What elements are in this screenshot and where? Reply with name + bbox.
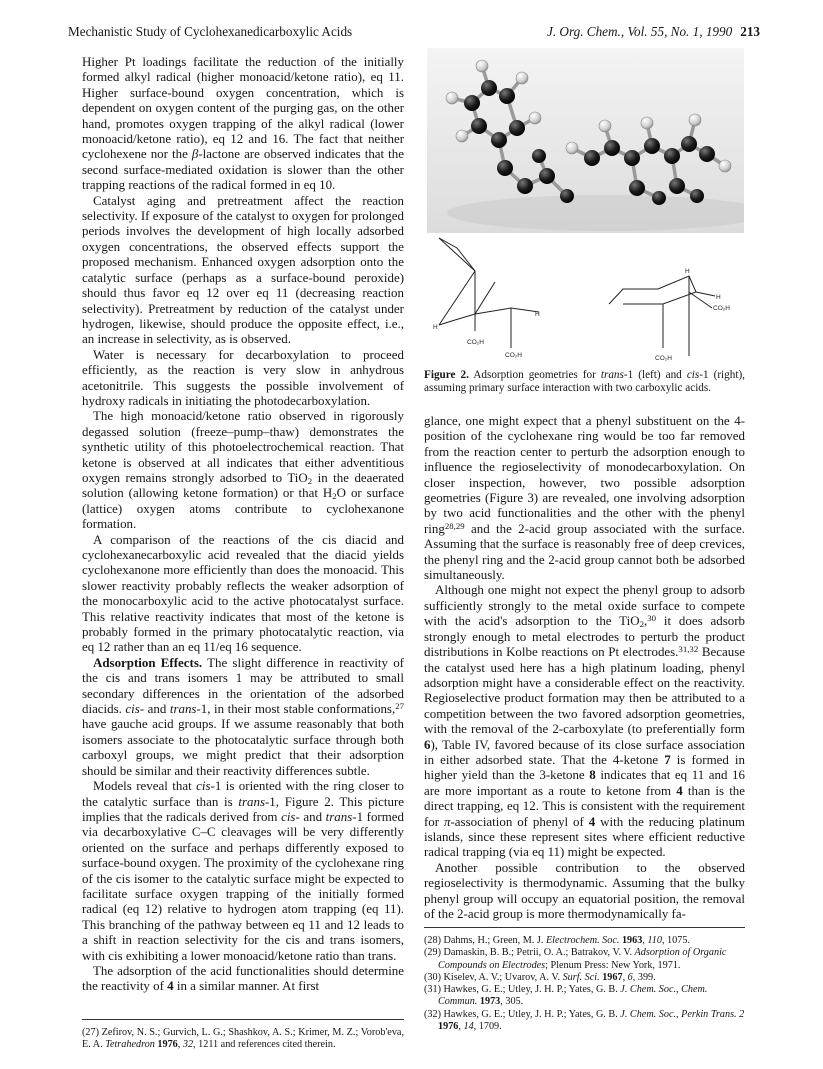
footnote-32: (32) Hawkes, G. E.; Utley, J. H. P.; Yates, G. B. J. Chem. Soc., Perkin Trans. 2 1976, 14, 1709. [424,1008,745,1033]
adsorption-structures [427,236,744,366]
label-h: H [716,294,721,301]
footnotes [424,935,745,1033]
label-h: H [433,324,438,331]
section-heading: Adsorption Effects. [93,654,203,670]
label-co2h: CO₂H [467,339,484,346]
journal-citation [547,24,760,40]
footnote-rule [82,1019,404,1020]
label-h: H [685,268,690,275]
paragraph: Although one might not expect the phenyl group to adsorb sufficiently strongly to the metal oxide surface to compete with the acid's adsorption to the TiO$_2$,$^{30}$ it does adsorb strongly enough to metal electrodes to perturb the product distributions in Kolbe reactions on Pt electrodes.$^{31,32}$ Because the catalyst used here has a high platinum loading, phenyl adsorption might have a considerable effect on the reactivity. Regioselective product formation may then be attributed to a competition between the two favored adsorption geometries, with the removal of the 2-carboxylate (to preferentially form 6), Table IV, favored because of its close surface association in either adsorbed state. That the 4-ketone 7 is formed in higher yield than the 3-ketone 8 indicates that eq 11 and 16 are more important as a route to ketone from 4 than is the direct trapping, eq 12. This is consistent with the requirement for π-association of phenyl of 4 with the reducing platinum islands, since these represent sites where efficient reductive radical trapping (via eq 11) might be expected. [424,582,746,860]
running-title: Mechanistic Study of Cyclohexanedicarboxylic Acids [68,24,353,39]
journal-name: J. Org. Chem., Vol. 55, No. 1, 1990 [546,24,733,39]
paragraph: Catalyst aging and pretreatment affect the reaction selectivity. If exposure of the catalyst to oxygen for prolonged periods involves the development of high locally adsorbed oxygen concentrations, the observed effects support the proposed mechanism. Enhanced oxygen adsorption onto the catalytic surface (perhaps as a surface-bound peroxide) should thus favor eq 12 over eq 11 (decreasing reaction selectivity). Pretreatment by reduction of the catalyst under hydrogen, likewise, should produce the opposite effect, i.e., an increase in selectivity, as is observed. [82,192,404,347]
footnote-27: (27) Zefirov, N. S.; Gurvich, L. G.; Shashkov, A. S.; Krimer, M. Z.; Vorob'eva, E. A. Tetrahedron 1976, 32, 1211 and references cited therein. [82,1027,404,1051]
page-number: 213 [740,24,760,39]
right-column [424,413,745,921]
footnote-28: (28) Dahms, H.; Green, M. J. Electrochem. Soc. 1963, 110, 1075. [424,935,690,946]
paragraph: Adsorption Effects. The slight difference in reactivity of the cis and trans isomers 1 may be attributed to small secondary differences in the orientation of the adsorbed diacids. cis- and trans-1, in their most stable conformations,$^{27}$ have gauche acid groups. If we assume reasonably that both isomers associate to the photocatalytic surface through both carboxyl groups, we might predict that their adsorption should be similar and their reactivity differences subtle. [82,654,404,778]
footnote-rule [424,927,745,928]
molecular-model-image [427,48,744,233]
paragraph: Water is necessary for decarboxylation to proceed efficiently, as the reaction is very slow in anhydrous acetonitrile. This suggests the possible involvement of hydroxy radicals in initiating the photodecarboxylation. [82,346,404,408]
footnote-29: (29) Damaskin, B. B.; Petrii, O. A.; Batrakov, V. V. Adsorption of Organic Compounds on Electrodes; Plenum Press: New York, 1971. [424,947,727,971]
label-co2h: CO₂H [713,305,730,312]
paragraph: Models reveal that cis-1 is oriented with the ring closer to the catalytic surface than is trans-1, Figure 2. This picture implies that the radicals derived from cis- and trans-1 formed via decarboxylative C–C cleavages will be very differently oriented on the surface and perhaps differently exposed to surface-bound oxygen. The proximity of the cyclohexane ring of the cis isomer to the catalytic surface might be expected to facilitate surface oxygen trapping of the initially formed radical (eq 12) relative to hydrogen atom trapping (eq 11). This branching of the pathway between eq 11 and 12 leads to a shift in reaction selectivity for the cis and trans isomers, with cis exhibiting a lower monoacid/ketone ratio than trans. [82,778,405,963]
label-co2h: CO₂H [505,352,522,359]
running-header [68,24,760,42]
footnote-30: (30) Kiselev, A. V.; Uvarov, A. V. Surf. Sci. 1967, 6, 399. [424,971,656,983]
molecular-model-photo [427,48,744,233]
figure-label: Figure 2. [424,369,469,381]
paragraph: Another possible contribution to the observed regioselectivity is thermodynamic. Assuming that the bulky phenyl group will occupy an equatorial position, the removal of the 2-acid group is more thermodynamically fa- [424,859,745,921]
structure-diagram [427,236,744,366]
left-column [82,54,404,994]
paragraph: The high monoacid/ketone ratio observed in rigorously degassed solution (freeze–pump–thaw) demonstrates the synthetic utility of this photoelectrochemical reaction. That ketone is observed at all indicates that either adventitious oxygen remains strongly adsorbed to TiO$_2$ in the deaerated solution (allowing ketone formation) or that $H_2O$ or surface (lattice) oxygen atoms contribute to cyclohexanone formation. [82,408,405,532]
label-co2h: CO₂H [655,355,672,362]
label-h: H [535,311,540,318]
paragraph: Higher Pt loadings facilitate the reduction of the initially formed alkyl radical (higher monoacid/ketone ratio), eq 11. Higher surface-bound oxygen concentration, which is dependent on oxygen content of the purging gas, on the other hand, promotes oxygen trapping of the alkyl radical (lower monoacid/ketone ratio), eq 12 and 16. The fact that neither cyclohexene nor the β-lactone are observed indicates that the second surface-mediated oxidation is slower than the other trapping reactions of the radical formed in eq 10. [82,54,404,193]
paragraph: The adsorption of the acid functionalities should determine the reactivity of 4 in a similar manner. At first [82,962,404,994]
paragraph: A comparison of the reactions of the cis diacid and cyclohexanecarboxylic acid revealed that the diacid yields cyclohexanone more efficiently than does the monoacid. This slower reactivity probably reflects the weaker adsorption of the monocarboxylic acid to the active photocatalyst surface. This relative reactivity indicates that most of the ketone is probably formed in the primary photocatalytic reaction, via eq 12 rather than an eq 11/eq 16 sequence. [82,531,404,655]
footnote-31: (31) Hawkes, G. E.; Utley, J. H. P.; Yates, G. B. J. Chem. Soc., Chem. Commun. 1973, 305. [424,984,708,1008]
paragraph: glance, one might expect that a phenyl substituent on the 4-position of the cyclohexane ring would be too far removed from the reaction center to perturb the adsorption enough to influence the regioselectivity of monodecarboxylation. On closer inspection, however, two possible adsorption geometries (Figure 3) are revealed, one involving adsorption by two acid functionalities and the other with the phenyl ring$^{28,29}$ and the 2-acid group associated with the surface. Assuming that the surface is reasonably free of deep crevices, the phenyl ring and the 2-acid group cannot both be adsorbed simultaneously. [424,413,745,583]
figure-caption: Figure 2. Adsorption geometries for trans-1 (left) and cis-1 (right), assuming primary surface interaction with two carboxylic acids. [424,369,745,394]
